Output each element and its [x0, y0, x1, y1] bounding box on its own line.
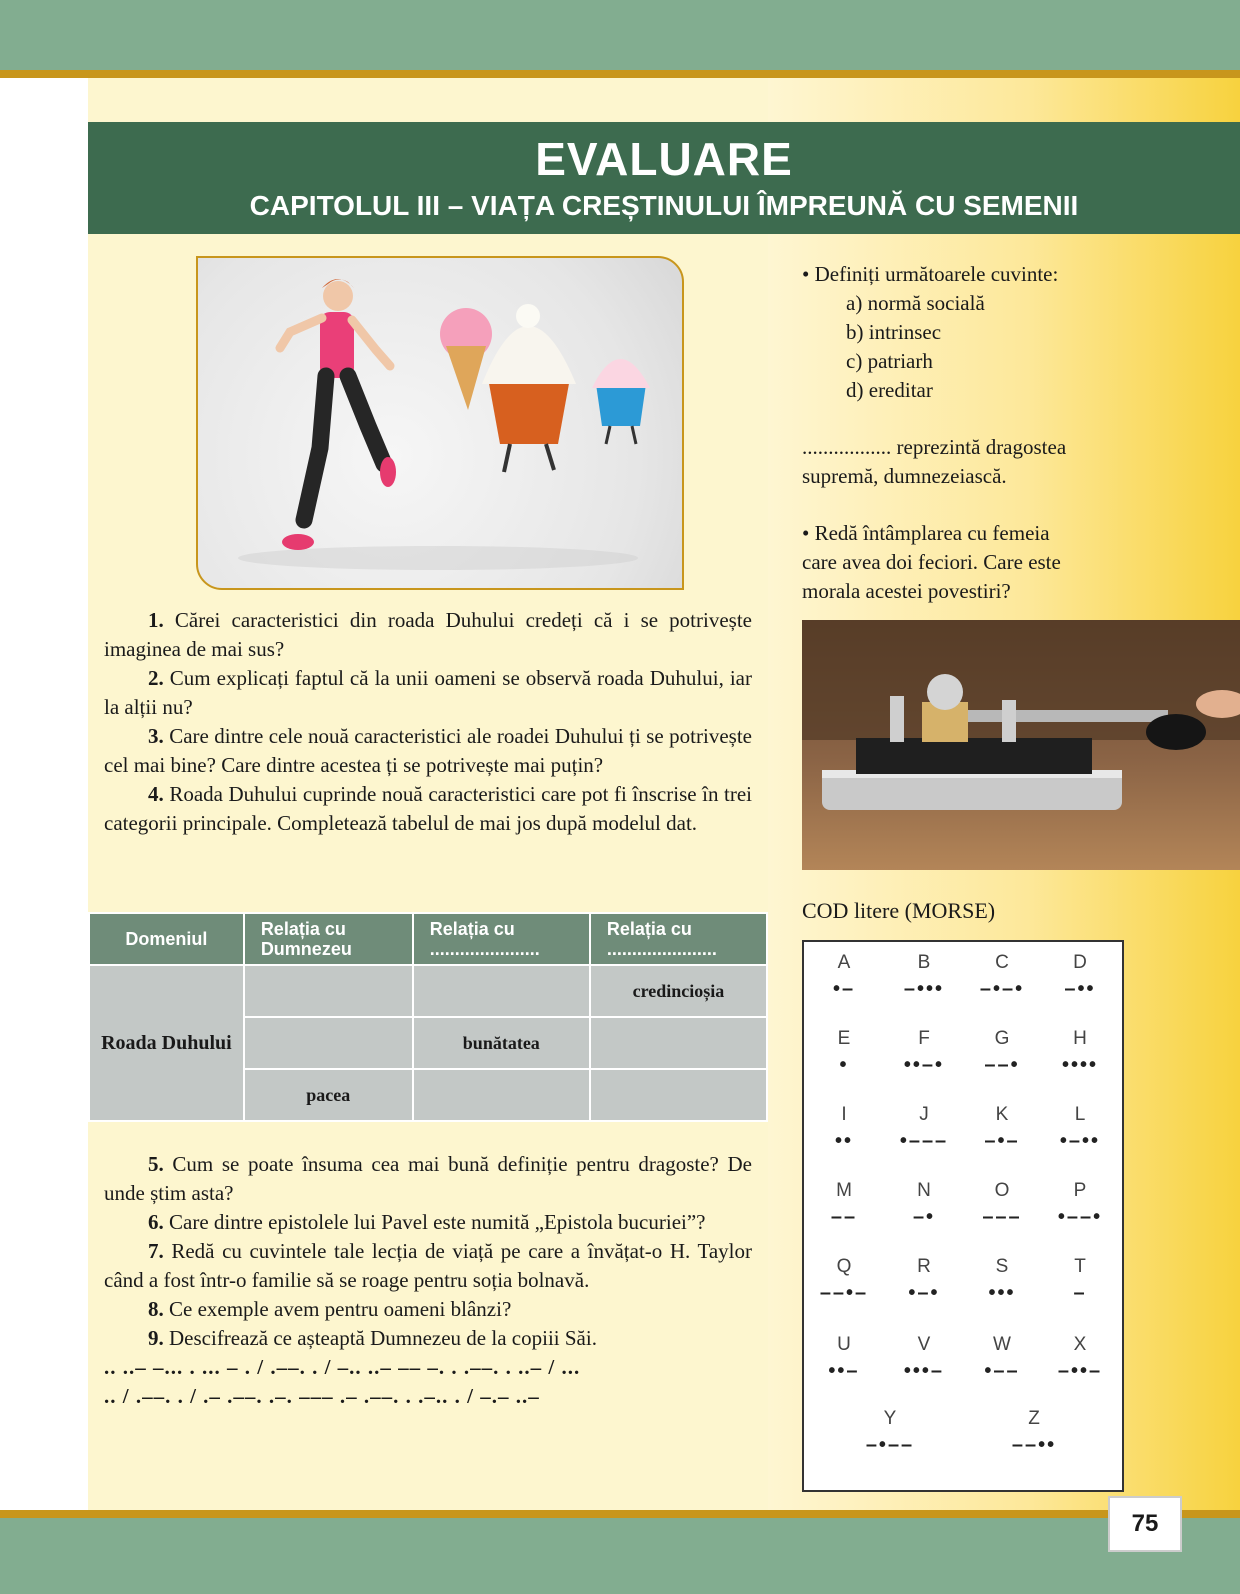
morse-cell-k: K –•– [984, 1104, 1020, 1152]
question-3: 3. Care dintre cele nouă caracteristici ale roadei Duhului ți se potrivește cel mai bine? Care dintre acestea ți se potrivește mai puțin? [104, 724, 752, 777]
morse-cell-a: A •– [832, 952, 856, 1000]
table-cell [244, 965, 413, 1017]
fill-blank-line-1: ................. reprezintă dragostea [802, 435, 1067, 459]
morse-message-line-2: .. / .––. . / .– .––. .–. ––– .– .––. . .–.. . / –.– ..– [104, 1384, 540, 1408]
telegraph-key-image [802, 620, 1240, 870]
morse-cell-p: P •––• [1057, 1180, 1103, 1228]
table-row-label: Roada Duhului [89, 965, 244, 1121]
table-row [89, 965, 767, 1017]
table-header-blank-2: Relația cu ...................... [590, 913, 767, 965]
morse-cell-u: U ••– [828, 1334, 860, 1382]
morse-cell-d: D –•• [1064, 952, 1096, 1000]
question-8: 8. Ce exemple avem pentru oameni blânzi? [148, 1297, 512, 1321]
define-item: b) intrinsec [846, 320, 942, 344]
define-item: d) ereditar [846, 378, 933, 402]
morse-message-line-1: .. ..– –... . ... – . / .––. . / –.. ..– –– –. . .––. . ..– / ... [104, 1355, 581, 1379]
morse-cell-r: R •–• [908, 1256, 940, 1304]
table-header-blank-1: Relația cu ...................... [413, 913, 590, 965]
table-header-row [89, 913, 767, 965]
morse-cell-c: C –•–• [979, 952, 1025, 1000]
questions-part-1 [104, 606, 752, 838]
page-title: EVALUARE [535, 133, 793, 185]
table-cell [590, 1069, 767, 1121]
morse-cell-n: N –• [912, 1180, 936, 1228]
define-intro: • Definiți următoarele cuvinte: [802, 262, 1059, 286]
table-cell [413, 1069, 590, 1121]
question-5: 5. Cum se poate însuma cea mai bună definiție pentru dragoste? De unde știm asta? [104, 1152, 752, 1205]
table-header-god: Relația cu Dumnezeu [244, 913, 413, 965]
morse-cell-h: H •••• [1061, 1028, 1098, 1076]
runner-cupcakes-image [196, 256, 684, 590]
table-cell: bunătatea [413, 1017, 590, 1069]
table-cell [413, 965, 590, 1017]
top-gold-line [0, 70, 1240, 78]
page-number: 75 [1108, 1496, 1182, 1552]
morse-cell-o: O ––– [982, 1180, 1022, 1228]
bottom-band [0, 1518, 1240, 1594]
morse-cell-b: B –••• [903, 952, 945, 1000]
morse-code-title: COD litere (MORSE) [802, 898, 996, 923]
morse-code-table [802, 940, 1124, 1492]
question-7: 7. Redă cu cuvintele tale lecția de viață pe care a învățat-o H. Taylor când a fost într-o familie să se roage pentru soția bolnavă. [104, 1239, 753, 1292]
question-9: 9. Descifrează ce așteaptă Dumnezeu de la copiii Săi. [148, 1326, 597, 1350]
morse-cell-v: V •••– [903, 1334, 945, 1382]
top-band [0, 0, 1240, 70]
story-line-1: • Redă întâmplarea cu femeia [802, 521, 1050, 545]
fruit-of-spirit-table [88, 912, 768, 1122]
morse-cell-f: F ••–• [903, 1028, 945, 1076]
define-item: a) normă socială [846, 291, 985, 315]
bottom-gold-line [0, 1510, 1240, 1518]
questions-part-2 [104, 1150, 752, 1411]
left-margin [0, 78, 88, 1510]
table-cell [244, 1017, 413, 1069]
define-item: c) patriarh [846, 349, 933, 373]
question-6: 6. Care dintre epistolele lui Pavel este numită „Epistola bucuriei”? [148, 1210, 706, 1234]
title-bar [88, 122, 1240, 234]
right-column-text [802, 260, 1222, 606]
morse-cell-g: G ––• [984, 1028, 1020, 1076]
morse-cell-y: Y –•–– [865, 1408, 915, 1456]
morse-cell-s: S ••• [988, 1256, 1016, 1304]
table-header-domain: Domeniul [89, 913, 244, 965]
telegraph-key-illustration [802, 620, 1240, 870]
morse-cell-m: M –– [830, 1180, 858, 1228]
question-2: 2. Cum explicați faptul că la unii oameni se observă roada Duhului, iar la alții nu? [104, 666, 752, 719]
morse-cell-t: T – [1073, 1256, 1087, 1304]
question-1: 1. Cărei caracteristici din roada Duhului credeți că i se potrivește imaginea de mai sus? [104, 608, 752, 661]
table-cell: pacea [244, 1069, 413, 1121]
morse-cell-z: Z ––•• [1011, 1408, 1057, 1456]
morse-cell-e: E • [837, 1028, 851, 1076]
runner-cupcakes-illustration [198, 258, 682, 588]
story-line-2: care avea doi feciori. Care este [802, 550, 1061, 574]
question-4: 4. Roada Duhului cuprinde nouă caracteristici care pot fi înscrise în trei categorii principale. Completează tabelul de mai jos după modelul dat. [104, 782, 752, 835]
morse-cell-w: W •–– [984, 1334, 1020, 1382]
story-line-3: morala acestei povestiri? [802, 579, 1011, 603]
morse-cell-i: I •• [834, 1104, 853, 1152]
morse-cell-q: Q ––•– [819, 1256, 869, 1304]
morse-cell-j: J •––– [899, 1104, 949, 1152]
morse-cell-x: X –••– [1057, 1334, 1103, 1382]
table-cell: credincioșia [590, 965, 767, 1017]
page-subtitle: CAPITOLUL III – VIAȚA CREȘTINULUI ÎMPREUNĂ CU SEMENII [249, 190, 1079, 221]
fill-blank-line-2: supremă, dumnezeiască. [802, 464, 1007, 488]
morse-cell-l: L •–•• [1059, 1104, 1101, 1152]
table-cell [590, 1017, 767, 1069]
